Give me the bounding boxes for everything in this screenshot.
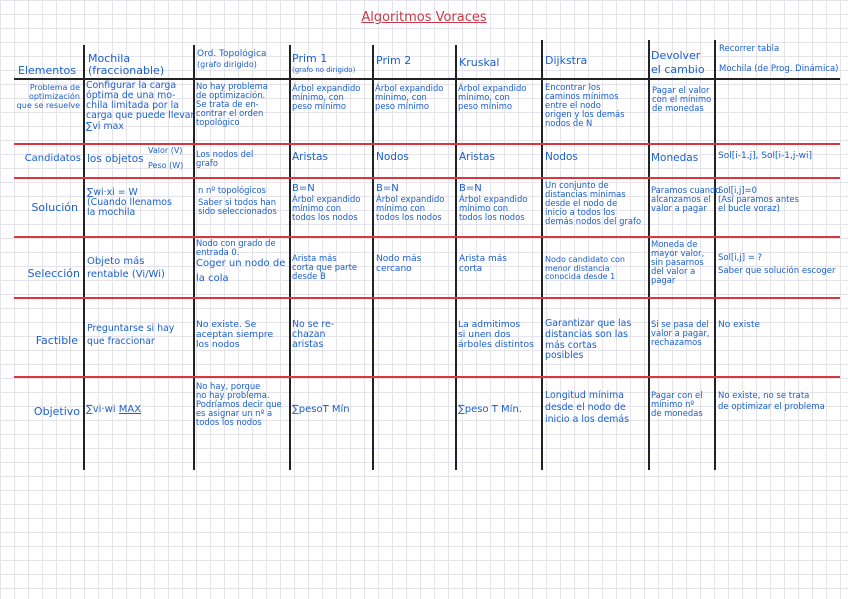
cell-factible-mochila: Preguntarse si hay que fraccionar <box>87 323 175 348</box>
cell-candidatos-recorrer: Sol[i-1,j], Sol[i-1,j-wi] <box>718 151 812 161</box>
cell-factible-devolver: Si se pasa del valor a pagar, rechazamos <box>651 319 710 348</box>
cell-solucion-devolver: Paramos cuando alcanzamos el valor a pagar <box>651 185 721 214</box>
row-rule <box>14 297 840 299</box>
cell-problema-dijkstra: Encontrar los caminos mínimos entre el nodo origen y los demás nodos de N <box>545 82 625 129</box>
cell-factible-ord: No existe. Se aceptan siempre los nodos <box>196 319 274 350</box>
cell-objetivo-kruskal: ∑peso T Mín. <box>458 404 522 415</box>
column-divider <box>83 45 85 470</box>
cell-problema-devolver: Pagar el valor con el mínimo de monedas <box>652 85 712 114</box>
header-ord-sub: (grafo dirigido) <box>197 60 257 69</box>
cell-objetivo-devolver: Pagar con el mínimo nº de monedas <box>651 390 703 419</box>
cell-seleccion-prim1: Arista más corta que parte desde B <box>292 253 358 282</box>
cell-seleccion-devolver: Moneda de mayor valor, sin pasarnos del valor a pagar <box>651 239 705 286</box>
header-elementos: Elementos <box>18 64 77 77</box>
cell-problema-mochila: Configurar la carga óptima de una mo- chila limitada por la carga que puede llevar ∑vi max <box>86 80 195 132</box>
row-rule <box>14 376 840 378</box>
cell-problema-prim2: Árbol expandido mínimo, con peso mínimo <box>375 83 444 112</box>
cell-objetivo-mochila: ∑vi·wi MAX <box>86 404 142 415</box>
cell-seleccion-prim2: Nodo más cercano <box>376 254 422 274</box>
cell-problema-prim1: Árbol expandido mínimo, con peso mínimo <box>292 83 361 112</box>
cell-objetivo-ord: No hay, porque no hay problema. Podríamos decir que es asignar un nº a todos los nodos <box>196 381 282 428</box>
cell-candidatos-prim1: Aristas <box>292 151 328 163</box>
header-devolver: Devolver <box>651 49 701 62</box>
header-prim1: Prim 1 <box>292 52 328 65</box>
cell-candidatos-mochila-valor: Valor (V) <box>148 146 183 155</box>
header-ord-topologica: Ord. Topológica <box>197 49 267 59</box>
cell-candidatos-kruskal: Aristas <box>459 151 495 163</box>
header-prim2: Prim 2 <box>376 54 412 67</box>
header-kruskal: Kruskal <box>459 56 500 69</box>
header-mochila-sub: (fraccionable) <box>88 64 165 77</box>
cell-seleccion-dijkstra: Nodo candidato con menor distancia conocida desde 1 <box>545 255 625 282</box>
cell-candidatos-dijkstra: Nodos <box>545 151 578 163</box>
column-divider <box>289 45 291 470</box>
header-recorrer-sub: Mochila (de Prog. Dinámica) <box>719 64 839 74</box>
header-mochila: Mochila <box>88 52 131 65</box>
cell-candidatos-prim2: Nodos <box>376 151 409 163</box>
cell-candidatos-devolver: Monedas <box>651 152 699 164</box>
cell-objetivo-prim1: ∑pesoT Mín <box>292 404 350 415</box>
page-title: Algoritmos Voraces <box>361 10 487 25</box>
cell-factible-dijkstra: Garantizar que las distancias son las más cortas posibles <box>545 318 632 362</box>
cell-factible-kruskal: La admitimos si unen dos árboles distintos <box>458 319 534 350</box>
cell-solucion-dijkstra: Un conjunto de distancias mínimas desde el nodo de inicio a todos los demás nodos del grafo <box>545 180 642 227</box>
cell-solucion-kruskal: B=N Árbol expandido mínimo con todos los nodos <box>459 183 528 222</box>
row-rule <box>14 143 840 145</box>
cell-solucion-prim1: B=N Árbol expandido mínimo con todos los nodos <box>292 183 361 222</box>
column-divider <box>648 40 650 470</box>
cell-seleccion-recorrer: Sol[i,j] = ? Saber que solución escoger <box>718 253 836 276</box>
row-label-factible: Factible <box>35 334 78 347</box>
row-rule <box>14 236 840 238</box>
cell-candidatos-mochila: los objetos <box>87 153 144 165</box>
header-prim1-sub: (grafo no dirigido) <box>292 66 356 74</box>
cell-solucion-prim2: B=N Árbol expandido mínimo con todos los nodos <box>376 183 445 222</box>
cell-solucion-ord: n nº topológicos Saber si todos han sido seleccionados <box>198 185 277 217</box>
header-recorrer: Recorrer tabla <box>719 44 780 54</box>
column-divider <box>455 45 457 470</box>
column-divider <box>714 40 716 470</box>
cell-candidatos-ord: Los nodos del grafo <box>196 149 254 169</box>
column-divider <box>372 45 374 470</box>
row-label-solucion: Solución <box>31 201 78 214</box>
cell-candidatos-mochila-peso: Peso (W) <box>148 161 184 170</box>
cell-solucion-mochila: ∑wi·xi = W (Cuando llenamos la mochila <box>87 187 172 219</box>
row-label-candidatos: Candidatos <box>24 153 81 164</box>
row-rule <box>14 177 840 179</box>
cell-seleccion-ord: Nodo con grado de entrada 0. Coger un nodo de la cola <box>196 238 286 284</box>
cell-objetivo-dijkstra: Longitud mínima desde el nodo de inicio a los demás <box>545 390 630 425</box>
cell-problema-kruskal: Árbol expandido mínimo, con peso mínimo <box>458 83 527 112</box>
cell-seleccion-mochila: Objeto más rentable (Vi/Wi) <box>87 256 165 280</box>
row-label-objetivo: Objetivo <box>33 405 80 418</box>
header-dijkstra: Dijkstra <box>545 54 588 67</box>
cell-solucion-recorrer: Sol[i,j]=0 (Así paramos antes el bucle voraz) <box>718 185 799 214</box>
cell-seleccion-kruskal: Arista más corta <box>459 254 507 274</box>
cell-factible-prim1: No se re- chazan aristas <box>292 319 335 351</box>
row-label-seleccion: Selección <box>27 267 80 280</box>
cell-objetivo-recorrer: No existe, no se trata de optimizar el problema <box>718 391 825 412</box>
cell-problema-ord: No hay problema de optimización. Se trata de en- contrar el orden topológico <box>196 81 268 128</box>
row-label-problema: Problema de optimización que se resuelve <box>16 83 80 110</box>
header-devolver-sub: el cambio <box>651 63 705 76</box>
column-divider <box>541 40 543 470</box>
cell-factible-recorrer: No existe <box>718 320 761 330</box>
